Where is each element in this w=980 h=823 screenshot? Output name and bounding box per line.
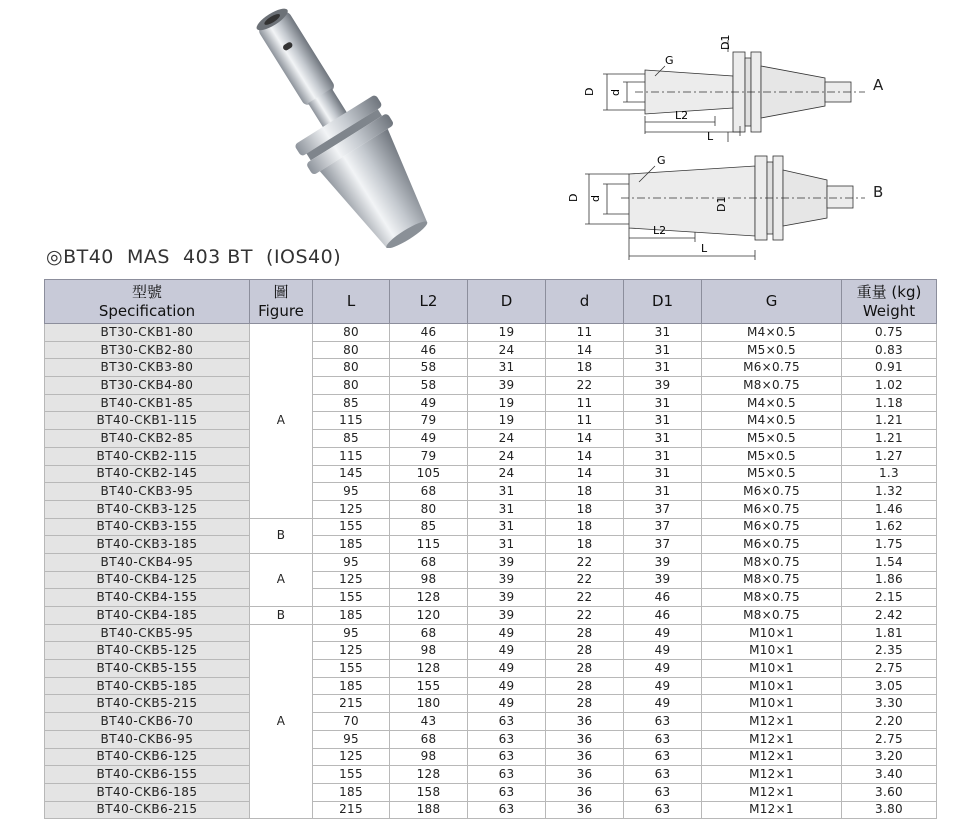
- cell-l: 185: [313, 536, 390, 554]
- cell-l2: 98: [390, 642, 468, 660]
- cell-d1: 63: [624, 783, 702, 801]
- cell-l2: 85: [390, 518, 468, 536]
- dim-label-D1: D1: [719, 34, 732, 50]
- header-L2: L2: [390, 280, 468, 324]
- table-row: [45, 430, 937, 448]
- cell-d: 49: [468, 624, 546, 642]
- cell-d: 19: [468, 324, 546, 342]
- cell-weight: 1.3: [842, 465, 937, 483]
- cell-l: 125: [313, 500, 390, 518]
- cell-d: 31: [468, 518, 546, 536]
- cell-l2: 46: [390, 324, 468, 342]
- cell-specification: BT40-CKB4-155: [45, 589, 250, 607]
- cell-specification: BT40-CKB4-125: [45, 571, 250, 589]
- cell-l: 85: [313, 430, 390, 448]
- cell-d1: 31: [624, 412, 702, 430]
- header-G: G: [702, 280, 842, 324]
- cell-l2: 58: [390, 377, 468, 395]
- cell-l: 95: [313, 553, 390, 571]
- cell-figure: A: [250, 624, 313, 819]
- cell-weight: 2.20: [842, 713, 937, 731]
- cell-specification: BT40-CKB3-185: [45, 536, 250, 554]
- cell-weight: 2.75: [842, 730, 937, 748]
- tool-holder-photo: [230, 8, 460, 248]
- cell-l: 115: [313, 447, 390, 465]
- table-row: [45, 341, 937, 359]
- cell-specification: BT40-CKB6-95: [45, 730, 250, 748]
- dim-label-G: G: [657, 154, 666, 167]
- cell-weight: 3.60: [842, 783, 937, 801]
- cell-figure: A: [250, 324, 313, 519]
- cell-d: 22: [546, 553, 624, 571]
- cell-g: M4×0.5: [702, 412, 842, 430]
- cell-specification: BT40-CKB5-155: [45, 660, 250, 678]
- cell-weight: 3.80: [842, 801, 937, 819]
- cell-d: 36: [546, 766, 624, 784]
- cell-l2: 120: [390, 607, 468, 625]
- cell-l: 185: [313, 677, 390, 695]
- cell-l2: 68: [390, 483, 468, 501]
- cell-d: 63: [468, 730, 546, 748]
- cell-weight: 2.42: [842, 607, 937, 625]
- table-row: [45, 359, 937, 377]
- cell-weight: 1.46: [842, 500, 937, 518]
- cell-d: 39: [468, 377, 546, 395]
- cell-weight: 1.86: [842, 571, 937, 589]
- dim-label-D: D: [583, 87, 596, 96]
- cell-d: 36: [546, 730, 624, 748]
- cell-g: M5×0.5: [702, 465, 842, 483]
- cell-l2: 98: [390, 748, 468, 766]
- dim-label-d: d: [589, 195, 602, 202]
- header-D1: D1: [624, 280, 702, 324]
- cell-d: 22: [546, 377, 624, 395]
- table-row: [45, 748, 937, 766]
- cell-figure: B: [250, 518, 313, 553]
- cell-d: 36: [546, 713, 624, 731]
- header-figure-en: Figure: [258, 301, 304, 320]
- cell-weight: 1.21: [842, 430, 937, 448]
- cell-d1: 31: [624, 394, 702, 412]
- cell-weight: 1.21: [842, 412, 937, 430]
- table-row: [45, 677, 937, 695]
- cell-d: 36: [546, 748, 624, 766]
- cell-weight: 1.32: [842, 483, 937, 501]
- cell-d: 28: [546, 677, 624, 695]
- cell-d1: 63: [624, 748, 702, 766]
- cell-l: 155: [313, 660, 390, 678]
- cell-l: 95: [313, 624, 390, 642]
- cell-weight: 1.02: [842, 377, 937, 395]
- cell-d: 63: [468, 766, 546, 784]
- cell-specification: BT30-CKB3-80: [45, 359, 250, 377]
- cell-l2: 128: [390, 766, 468, 784]
- cell-specification: BT40-CKB2-85: [45, 430, 250, 448]
- cell-l: 95: [313, 483, 390, 501]
- cell-figure: B: [250, 607, 313, 625]
- table-row: [45, 801, 937, 819]
- table-row: [45, 465, 937, 483]
- table-row: [45, 394, 937, 412]
- cell-d1: 31: [624, 447, 702, 465]
- cell-specification: BT40-CKB2-115: [45, 447, 250, 465]
- dim-label-L2: L2: [653, 224, 667, 237]
- table-row: [45, 607, 937, 625]
- cell-g: M12×1: [702, 748, 842, 766]
- cell-g: M12×1: [702, 766, 842, 784]
- cell-d: 22: [546, 571, 624, 589]
- cell-l2: 128: [390, 660, 468, 678]
- cell-l2: 80: [390, 500, 468, 518]
- cell-d: 39: [468, 589, 546, 607]
- cell-d: 28: [546, 660, 624, 678]
- cell-d: 14: [546, 447, 624, 465]
- cell-specification: BT40-CKB1-85: [45, 394, 250, 412]
- table-row: [45, 624, 937, 642]
- cell-l2: 49: [390, 394, 468, 412]
- cell-d: 28: [546, 642, 624, 660]
- cell-d1: 39: [624, 377, 702, 395]
- table-row: [45, 518, 937, 536]
- cell-d: 18: [546, 500, 624, 518]
- cell-g: M10×1: [702, 677, 842, 695]
- table-row: [45, 783, 937, 801]
- cell-d: 31: [468, 483, 546, 501]
- cell-weight: 0.75: [842, 324, 937, 342]
- dim-label-G: G: [665, 54, 674, 67]
- cell-d: 11: [546, 394, 624, 412]
- cell-specification: BT40-CKB5-125: [45, 642, 250, 660]
- figure-b-drawing: [565, 152, 895, 270]
- cell-weight: 2.75: [842, 660, 937, 678]
- cell-g: M10×1: [702, 624, 842, 642]
- cell-d1: 31: [624, 359, 702, 377]
- cell-l: 185: [313, 607, 390, 625]
- figure-a-drawing: [575, 30, 895, 152]
- cell-specification: BT40-CKB5-95: [45, 624, 250, 642]
- cell-g: M12×1: [702, 783, 842, 801]
- cell-l: 125: [313, 571, 390, 589]
- cell-d1: 31: [624, 341, 702, 359]
- cell-d: 63: [468, 783, 546, 801]
- cell-specification: BT30-CKB4-80: [45, 377, 250, 395]
- cell-l: 70: [313, 713, 390, 731]
- dim-label-D1: D1: [715, 196, 728, 212]
- cell-l: 80: [313, 324, 390, 342]
- table-row: [45, 660, 937, 678]
- cell-d: 24: [468, 465, 546, 483]
- cell-weight: 3.20: [842, 748, 937, 766]
- cell-d1: 49: [624, 624, 702, 642]
- cell-l: 185: [313, 783, 390, 801]
- header-figure: [250, 280, 313, 324]
- cell-l: 215: [313, 801, 390, 819]
- cell-d: 24: [468, 430, 546, 448]
- cell-g: M10×1: [702, 660, 842, 678]
- cell-l: 80: [313, 377, 390, 395]
- cell-weight: 2.35: [842, 642, 937, 660]
- cell-g: M5×0.5: [702, 447, 842, 465]
- specification-table: [44, 279, 937, 819]
- cell-g: M12×1: [702, 801, 842, 819]
- table-row: [45, 483, 937, 501]
- cell-specification: BT40-CKB6-155: [45, 766, 250, 784]
- cell-d: 19: [468, 394, 546, 412]
- cell-d: 39: [468, 571, 546, 589]
- cell-g: M12×1: [702, 713, 842, 731]
- dim-label-L: L: [701, 242, 708, 255]
- cell-l: 155: [313, 518, 390, 536]
- cell-d1: 31: [624, 465, 702, 483]
- cell-g: M8×0.75: [702, 553, 842, 571]
- cell-g: M6×0.75: [702, 483, 842, 501]
- cell-d: 24: [468, 341, 546, 359]
- cell-d: 19: [468, 412, 546, 430]
- cell-d: 11: [546, 324, 624, 342]
- cell-d1: 39: [624, 553, 702, 571]
- cell-d1: 49: [624, 660, 702, 678]
- cell-l2: 158: [390, 783, 468, 801]
- cell-l2: 49: [390, 430, 468, 448]
- cell-l: 155: [313, 589, 390, 607]
- table-row: [45, 713, 937, 731]
- cell-l2: 43: [390, 713, 468, 731]
- dim-label-L2: L2: [675, 109, 689, 122]
- cell-d: 18: [546, 359, 624, 377]
- cell-l2: 79: [390, 447, 468, 465]
- cell-g: M6×0.75: [702, 500, 842, 518]
- cell-l2: 155: [390, 677, 468, 695]
- cell-d: 63: [468, 748, 546, 766]
- cell-d: 49: [468, 695, 546, 713]
- cell-d1: 63: [624, 801, 702, 819]
- cell-d: 22: [546, 607, 624, 625]
- cell-weight: 0.91: [842, 359, 937, 377]
- cell-l: 80: [313, 341, 390, 359]
- dim-label-L: L: [707, 130, 714, 143]
- cell-d1: 37: [624, 536, 702, 554]
- cell-l: 145: [313, 465, 390, 483]
- cell-d1: 49: [624, 642, 702, 660]
- cell-d1: 37: [624, 518, 702, 536]
- cell-d: 18: [546, 518, 624, 536]
- cell-g: M10×1: [702, 695, 842, 713]
- cell-d: 49: [468, 642, 546, 660]
- cell-d1: 49: [624, 677, 702, 695]
- cell-l2: 105: [390, 465, 468, 483]
- cell-specification: BT40-CKB3-125: [45, 500, 250, 518]
- cell-specification: BT40-CKB1-115: [45, 412, 250, 430]
- cell-figure: A: [250, 553, 313, 606]
- cell-d: 39: [468, 607, 546, 625]
- cell-g: M5×0.5: [702, 430, 842, 448]
- cell-g: M8×0.75: [702, 377, 842, 395]
- table-row: [45, 536, 937, 554]
- cell-d1: 31: [624, 483, 702, 501]
- cell-weight: 1.62: [842, 518, 937, 536]
- cell-weight: 1.18: [842, 394, 937, 412]
- cell-weight: 3.05: [842, 677, 937, 695]
- cell-specification: BT40-CKB5-215: [45, 695, 250, 713]
- cell-d: 39: [468, 553, 546, 571]
- cell-l2: 180: [390, 695, 468, 713]
- cell-l: 155: [313, 766, 390, 784]
- table-row: [45, 642, 937, 660]
- cell-l2: 68: [390, 553, 468, 571]
- cell-g: M5×0.5: [702, 341, 842, 359]
- cell-g: M8×0.75: [702, 589, 842, 607]
- cell-l: 125: [313, 748, 390, 766]
- cell-d: 36: [546, 783, 624, 801]
- table-row: [45, 412, 937, 430]
- table-row: [45, 500, 937, 518]
- cell-specification: BT40-CKB6-215: [45, 801, 250, 819]
- header-D: D: [468, 280, 546, 324]
- cell-specification: BT40-CKB6-70: [45, 713, 250, 731]
- cell-l: 215: [313, 695, 390, 713]
- cell-l: 85: [313, 394, 390, 412]
- cell-d1: 46: [624, 607, 702, 625]
- cell-d: 24: [468, 447, 546, 465]
- cell-d: 31: [468, 359, 546, 377]
- cell-d: 18: [546, 536, 624, 554]
- cell-l: 95: [313, 730, 390, 748]
- header-spec-cn: 型號: [131, 282, 162, 301]
- cell-l2: 68: [390, 730, 468, 748]
- cell-specification: BT40-CKB3-155: [45, 518, 250, 536]
- header-weight: [842, 280, 937, 324]
- cell-g: M10×1: [702, 642, 842, 660]
- page-title: ◎BT40 MAS 403 BT (IOS40): [46, 246, 342, 268]
- header-d: d: [546, 280, 624, 324]
- cell-d: 63: [468, 713, 546, 731]
- table-row: [45, 447, 937, 465]
- cell-l2: 79: [390, 412, 468, 430]
- cell-g: M12×1: [702, 730, 842, 748]
- cell-l2: 68: [390, 624, 468, 642]
- cell-specification: BT40-CKB6-185: [45, 783, 250, 801]
- cell-d1: 31: [624, 324, 702, 342]
- cell-g: M6×0.75: [702, 359, 842, 377]
- header-specification: [45, 280, 250, 324]
- cell-l2: 58: [390, 359, 468, 377]
- cell-d: 22: [546, 589, 624, 607]
- cell-g: M6×0.75: [702, 536, 842, 554]
- cell-d: 49: [468, 677, 546, 695]
- cell-d1: 31: [624, 430, 702, 448]
- cell-g: M8×0.75: [702, 607, 842, 625]
- cell-d1: 37: [624, 500, 702, 518]
- cell-weight: 1.75: [842, 536, 937, 554]
- header-L: L: [313, 280, 390, 324]
- cell-d1: 63: [624, 766, 702, 784]
- cell-l: 80: [313, 359, 390, 377]
- header-weight-cn: 重量 (kg): [856, 282, 922, 301]
- header-weight-en: Weight: [862, 301, 916, 320]
- cell-d1: 49: [624, 695, 702, 713]
- cell-specification: BT40-CKB4-95: [45, 553, 250, 571]
- cell-l2: 188: [390, 801, 468, 819]
- cell-g: M6×0.75: [702, 518, 842, 536]
- table-row: [45, 730, 937, 748]
- table-row: [45, 553, 937, 571]
- cell-d: 18: [546, 483, 624, 501]
- table-row: [45, 571, 937, 589]
- table-row: [45, 695, 937, 713]
- table-row: [45, 589, 937, 607]
- table-row: [45, 766, 937, 784]
- cell-d: 31: [468, 536, 546, 554]
- cell-d: 63: [468, 801, 546, 819]
- cell-weight: 1.27: [842, 447, 937, 465]
- header-spec-en: Specification: [98, 301, 196, 320]
- cell-weight: 2.15: [842, 589, 937, 607]
- cell-specification: BT40-CKB2-145: [45, 465, 250, 483]
- table-row: [45, 377, 937, 395]
- cell-specification: BT40-CKB6-125: [45, 748, 250, 766]
- dim-label-d: d: [609, 89, 622, 96]
- header-figure-cn: 圖: [273, 282, 289, 301]
- cell-d: 49: [468, 660, 546, 678]
- cell-d1: 46: [624, 589, 702, 607]
- cell-d: 11: [546, 412, 624, 430]
- cell-specification: BT40-CKB5-185: [45, 677, 250, 695]
- cell-d: 36: [546, 801, 624, 819]
- cell-specification: BT30-CKB1-80: [45, 324, 250, 342]
- cell-weight: 0.83: [842, 341, 937, 359]
- cell-weight: 1.81: [842, 624, 937, 642]
- cell-weight: 3.40: [842, 766, 937, 784]
- cell-l2: 46: [390, 341, 468, 359]
- cell-l2: 115: [390, 536, 468, 554]
- cell-d: 14: [546, 465, 624, 483]
- cell-weight: 1.54: [842, 553, 937, 571]
- cell-d1: 39: [624, 571, 702, 589]
- figure-b-letter: B: [873, 183, 884, 201]
- cell-d1: 63: [624, 713, 702, 731]
- cell-d: 31: [468, 500, 546, 518]
- cell-d: 14: [546, 430, 624, 448]
- cell-specification: BT40-CKB4-185: [45, 607, 250, 625]
- cell-d: 28: [546, 624, 624, 642]
- cell-l: 125: [313, 642, 390, 660]
- cell-weight: 3.30: [842, 695, 937, 713]
- table-header-row: [45, 280, 937, 324]
- cell-g: M4×0.5: [702, 394, 842, 412]
- table-row: [45, 324, 937, 342]
- figure-a-letter: A: [873, 76, 884, 94]
- cell-l: 115: [313, 412, 390, 430]
- cell-g: M8×0.75: [702, 571, 842, 589]
- cell-d1: 63: [624, 730, 702, 748]
- dim-label-D: D: [567, 193, 580, 202]
- cell-d: 14: [546, 341, 624, 359]
- cell-l2: 128: [390, 589, 468, 607]
- cell-l2: 98: [390, 571, 468, 589]
- cell-specification: BT40-CKB3-95: [45, 483, 250, 501]
- cell-d: 28: [546, 695, 624, 713]
- cell-g: M4×0.5: [702, 324, 842, 342]
- cell-specification: BT30-CKB2-80: [45, 341, 250, 359]
